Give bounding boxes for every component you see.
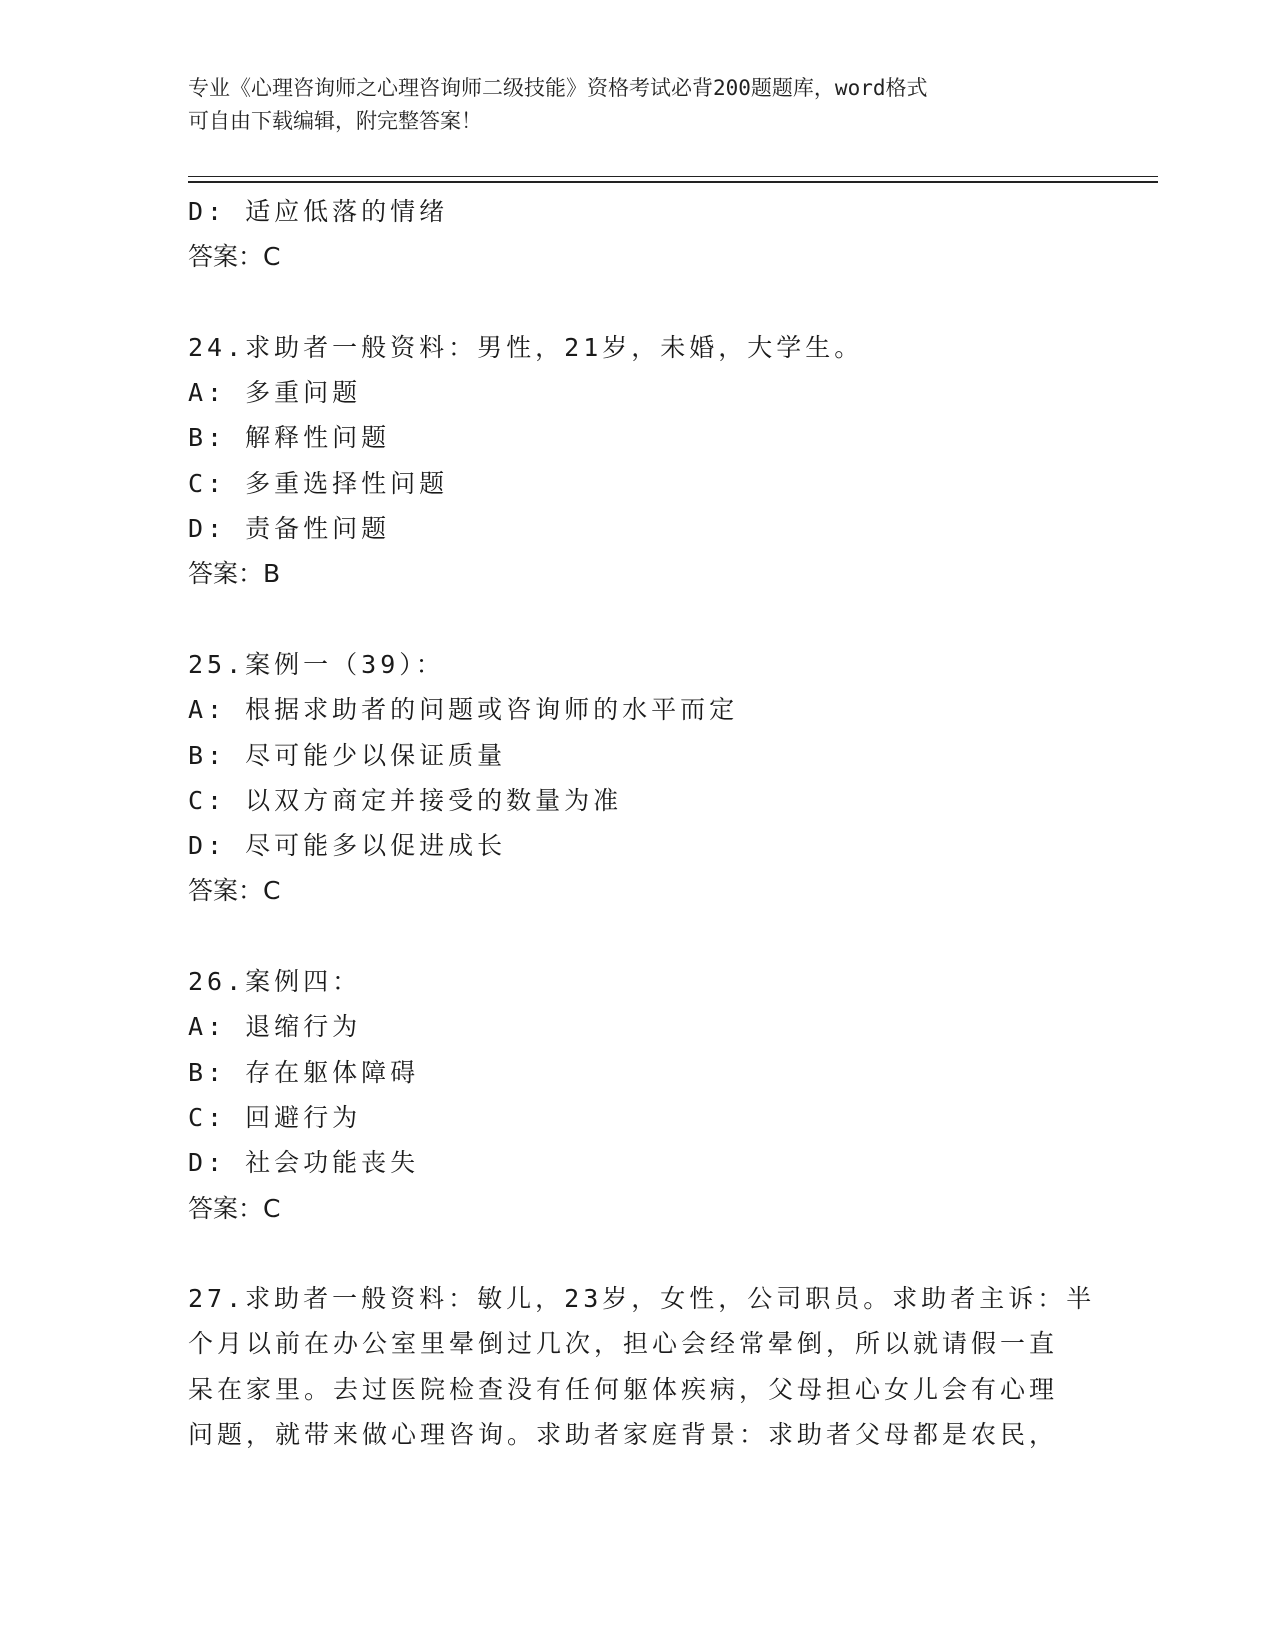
option-a: A: 退缩行为 <box>188 1012 362 1042</box>
spacer <box>188 1231 1088 1276</box>
option-c: C: 多重选择性问题 <box>188 468 449 498</box>
spacer <box>188 914 1088 959</box>
answer-line: 答案：C <box>188 242 281 272</box>
question-24 <box>188 325 1088 597</box>
option-d: D: 责备性问题 <box>188 514 391 544</box>
spacer <box>188 280 1088 325</box>
question-list <box>188 189 1096 1457</box>
question-stem-line: 个月以前在办公室里晕倒过几次，担心会经常晕倒，所以就请假一直 <box>188 1329 1059 1359</box>
header-line-1: 专业《心理咨询师之心理咨询师二级技能》资格考试必背200题题库，word格式 <box>188 76 928 100</box>
answer-line: 答案：B <box>188 559 281 589</box>
option-c: C: 以双方商定并接受的数量为准 <box>188 785 623 815</box>
question-stem-line: 问题，就带来做心理咨询。求助者家庭背景：求助者父母都是农民， <box>188 1420 1059 1450</box>
option-a: A: 根据求助者的问题或咨询师的水平而定 <box>188 695 739 725</box>
question-stem-line: 27.求助者一般资料：敏儿，23岁，女性，公司职员。求助者主诉：半 <box>188 1284 1096 1314</box>
option-a: A: 多重问题 <box>188 378 362 408</box>
question-stem-line: 呆在家里。去过医院检查没有任何躯体疾病，父母担心女儿会有心理 <box>188 1374 1059 1404</box>
question-stem: 25.案例一（39）： <box>188 649 445 679</box>
question-stem: 26.案例四： <box>188 967 362 997</box>
option-d: D: 适应低落的情绪 <box>188 197 449 226</box>
question-25 <box>188 642 1088 914</box>
option-c: C: 回避行为 <box>188 1102 362 1132</box>
option-d: D: 尽可能多以促进成长 <box>188 831 507 861</box>
header-rule-thin <box>188 176 1158 177</box>
header-line-2: 可自由下载编辑，附完整答案！ <box>188 109 482 133</box>
document-header <box>188 72 1068 138</box>
question-27 <box>188 1276 1096 1457</box>
option-b: B: 尽可能少以保证质量 <box>188 740 507 770</box>
question-26 <box>188 959 1088 1231</box>
option-d: D: 社会功能丧失 <box>188 1148 420 1178</box>
header-rule-thick <box>188 181 1158 183</box>
option-b: B: 存在躯体障碍 <box>188 1057 420 1087</box>
option-b: B: 解释性问题 <box>188 423 391 453</box>
question-stem: 24.求助者一般资料：男性，21岁，未婚，大学生。 <box>188 332 864 362</box>
answer-line: 答案：C <box>188 1193 281 1223</box>
answer-line: 答案：C <box>188 876 281 906</box>
spacer <box>188 597 1088 642</box>
